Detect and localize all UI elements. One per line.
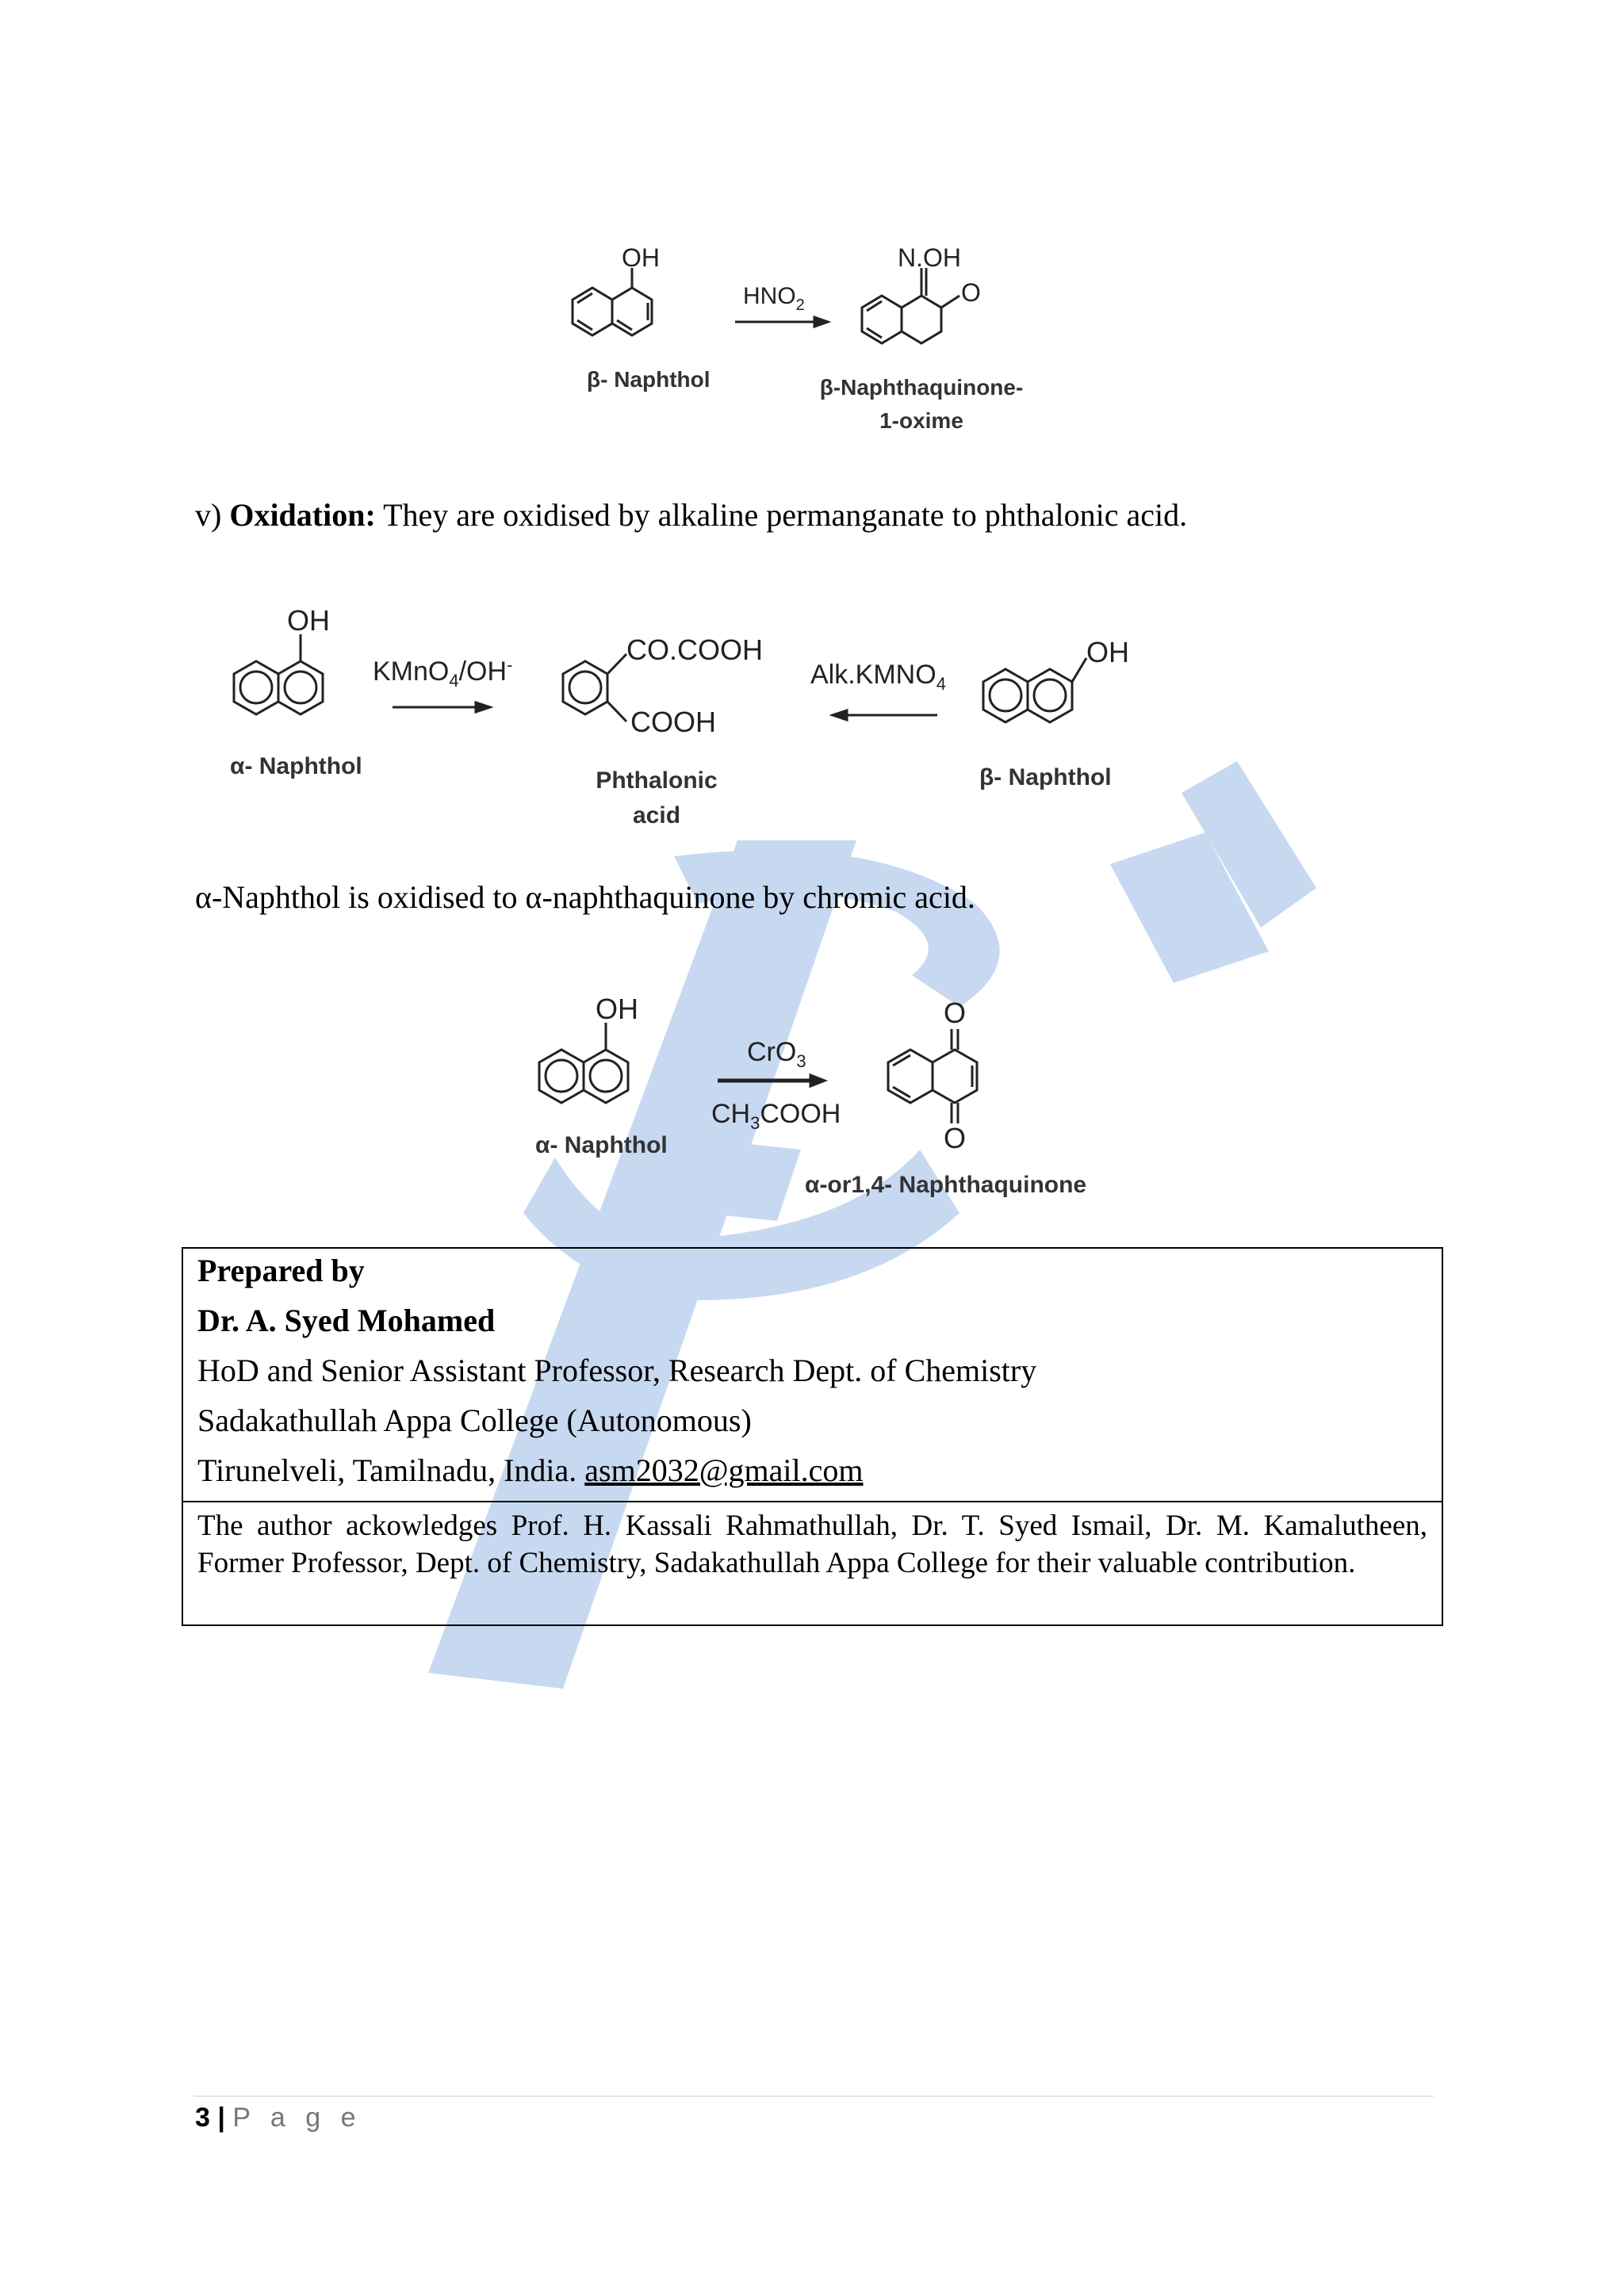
reagent-hno-sub: 2 [795, 297, 805, 314]
oxidation-text: They are oxidised by alkaline permanganate to phthalonic acid. [383, 497, 1188, 533]
reaction-oxidation-diagram [214, 587, 1197, 840]
reagent-alk-kmno-sub: 4 [936, 674, 946, 694]
oxidation-paragraph [195, 496, 1187, 534]
reactant-name: α- Naphthol [535, 1132, 668, 1158]
product-o-label: O [961, 278, 981, 307]
credits-box [182, 1247, 1443, 1626]
beta-name: β- Naphthol [979, 764, 1112, 790]
reagent-kmno-sub: 4 [449, 671, 459, 691]
svg-text:HNO2 [743, 283, 805, 314]
acknowledgement-text: The author ackowledges Prof. H. Kassali Rahmathullah, Dr. T. Syed Ismail, Dr. M. Kamalutheen, Former Professor, Dept. of Chemistry, Sadakathullah Appa College for their valuable contribution. [197, 1510, 1427, 1579]
oxidation-number: v) [195, 497, 222, 533]
svg-text:CrO3 [747, 1037, 806, 1071]
phthalonic-group-bottom: COOH [630, 706, 716, 738]
beta-oh-label: OH [1086, 636, 1129, 668]
product-ring-left [862, 296, 902, 343]
reactant-ring-left [573, 288, 612, 335]
author-position: HoD and Senior Assistant Professor, Research Dept. of Chemistry [197, 1353, 1037, 1388]
reagent-ch: CH [711, 1099, 751, 1129]
reaction-nitrosation-diagram [549, 205, 1072, 442]
page-separator: | [217, 2103, 225, 2133]
page-label: P a g e [232, 2103, 362, 2133]
product-name-line1: β-Naphthaquinone- [819, 375, 1024, 400]
author-college: Sadakathullah Appa College (Autonomous) [197, 1402, 752, 1438]
alpha-oh-label: OH [287, 604, 330, 637]
svg-text:KMnO4/OH- [373, 655, 512, 691]
author-location: Tirunelveli, Tamilnadu, India. [197, 1452, 577, 1488]
product-ring-right [902, 296, 941, 343]
phthalonic-name-line1: Phthalonic [596, 767, 718, 794]
reagent-hno: HNO [743, 283, 796, 309]
product-name: α-or1,4- Naphthaquinone [805, 1172, 1087, 1198]
reaction-chromic-diagram [523, 967, 1142, 1221]
phthalonic-group-top: CO.COOH [626, 633, 764, 666]
footer-rule [193, 2095, 1434, 2097]
product-ring-right [933, 1050, 977, 1103]
product-o-top: O [943, 997, 967, 1029]
prepared-by-label: Prepared by [197, 1253, 365, 1288]
product-noh-label: N.OH [898, 243, 961, 272]
reagent-cro-sub: 3 [796, 1051, 806, 1071]
product-ring-left [888, 1050, 933, 1103]
author-name: Dr. A. Syed Mohamed [197, 1303, 496, 1338]
page-footer [195, 2103, 362, 2133]
reactant-oh-label: OH [622, 243, 660, 272]
reagent-alk-kmno: Alk.KMNO [810, 660, 936, 690]
reagent-kmno-sup: - [507, 655, 513, 675]
phthalonic-name-line2: acid [632, 802, 681, 828]
reagent-ch-sub: 3 [750, 1113, 760, 1133]
reagent-kmno-rest: /OH [458, 656, 508, 687]
oxidation-heading: Oxidation: [229, 497, 376, 533]
product-o-bottom: O [943, 1122, 967, 1154]
reactant-oh-label: OH [596, 993, 638, 1025]
reagent-cooh: COOH [760, 1099, 841, 1129]
svg-text:CH3COOH [711, 1099, 841, 1133]
reactant-name: β- Naphthol [587, 367, 710, 392]
svg-text:Alk.KMNO4 [810, 660, 946, 694]
reagent-kmno: KMnO [373, 656, 450, 687]
author-contact [197, 1452, 864, 1490]
reactant-ring-right [612, 288, 652, 335]
product-name-line2: 1-oxime [879, 408, 963, 433]
box-divider [183, 1501, 1442, 1502]
alpha-naphthol-sentence: α-Naphthol is oxidised to α-naphthaquinone by chromic acid. [195, 879, 975, 915]
email-link[interactable]: asm2032@gmail.com [584, 1452, 864, 1488]
page-number: 3 [195, 2103, 210, 2133]
reagent-cro: CrO [747, 1037, 797, 1067]
alpha-name: α- Naphthol [230, 753, 362, 779]
